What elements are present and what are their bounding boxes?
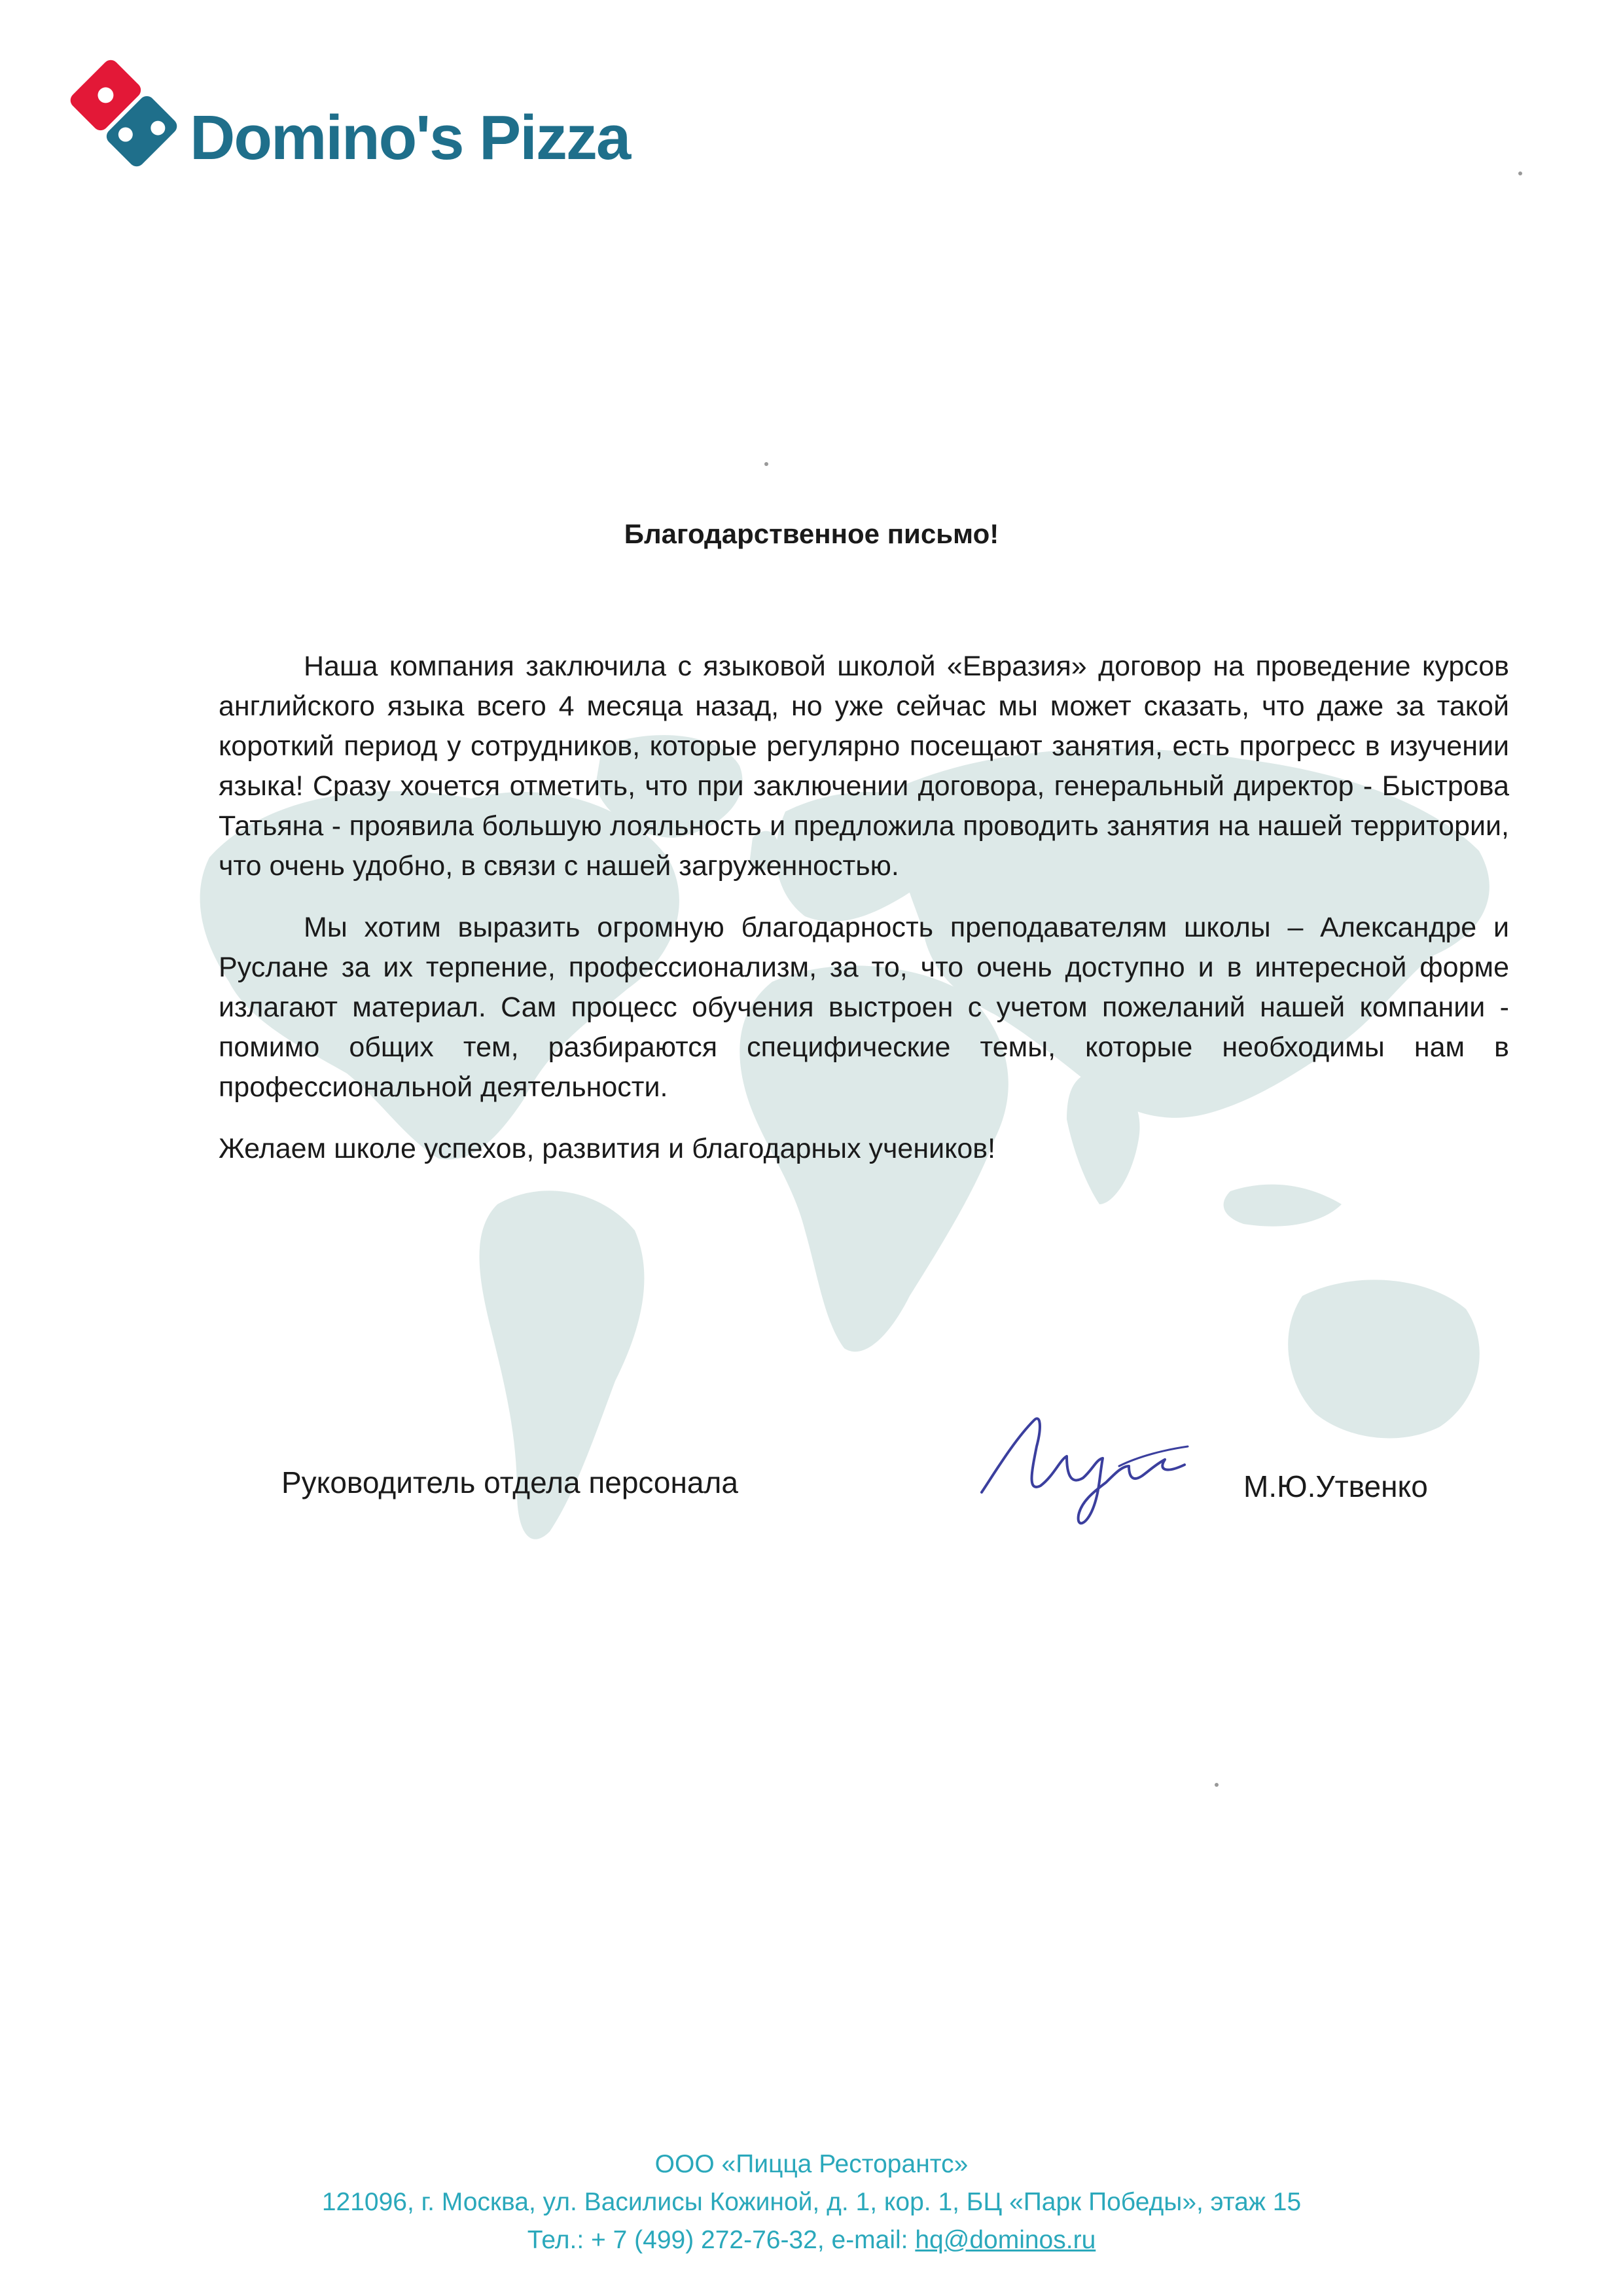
scan-speck [764, 462, 768, 466]
scan-speck [1518, 171, 1522, 175]
footer-company: ООО «Пицца Ресторантс» [654, 2150, 969, 2178]
letter-title: Благодарственное письмо! [624, 518, 999, 549]
footer-contact [0, 2221, 1623, 2259]
footer-address: 121096, г. Москва, ул. Василисы Кожиной, д. 1, кор. 1, БЦ «Парк Победы», этаж 15 [321, 2188, 1302, 2216]
domino-tile-icon [68, 58, 179, 169]
company-logo [68, 58, 696, 175]
brand-name: Domino's Pizza [190, 103, 630, 173]
handwritten-signature [969, 1394, 1191, 1532]
paragraph: Желаем школе успехов, развития и благодарных учеников! [219, 1133, 996, 1164]
paragraph: Мы хотим выразить огромную благодарность преподавателям школы – Александре и Руслане за их терпение, профессионализм, за то, что очень доступно и в интересной форме излагают материал. Сам процесс обучения выстроен с учетом пожеланий нашей компании - помимо общих тем, разбираются специфические темы, которые необходимы нам в профессиональной деятельности. [219, 912, 1509, 1103]
australia-shape [1288, 1280, 1480, 1438]
footer [0, 2145, 1623, 2259]
signatory-role: Руководитель отдела персонала [281, 1465, 738, 1499]
footer-phone: Тел.: + 7 (499) 272-76-32, e-mail: [527, 2226, 916, 2254]
email-link[interactable]: hq@dominos.ru [915, 2226, 1096, 2254]
signatory-name: М.Ю.Утвенко [1243, 1469, 1428, 1503]
scan-speck [1215, 1783, 1219, 1787]
letter-body [219, 647, 1509, 1191]
indonesia-shape [1224, 1185, 1342, 1227]
paragraph: Наша компания заключила с языковой школой «Евразия» договор на проведение курсов английского языка всего 4 месяца назад, но уже сейчас мы может сказать, что даже за такой короткий период у сотрудников, которые регулярно посещают занятия, есть прогресс в изучении языка! Сразу хочется отметить, что при заключении договора, генеральный директор - Быстрова Татьяна - проявила большую лояльность и предложила проводить занятия на нашей территории, что очень удобно, в связи с нашей загруженностью. [219, 651, 1509, 882]
